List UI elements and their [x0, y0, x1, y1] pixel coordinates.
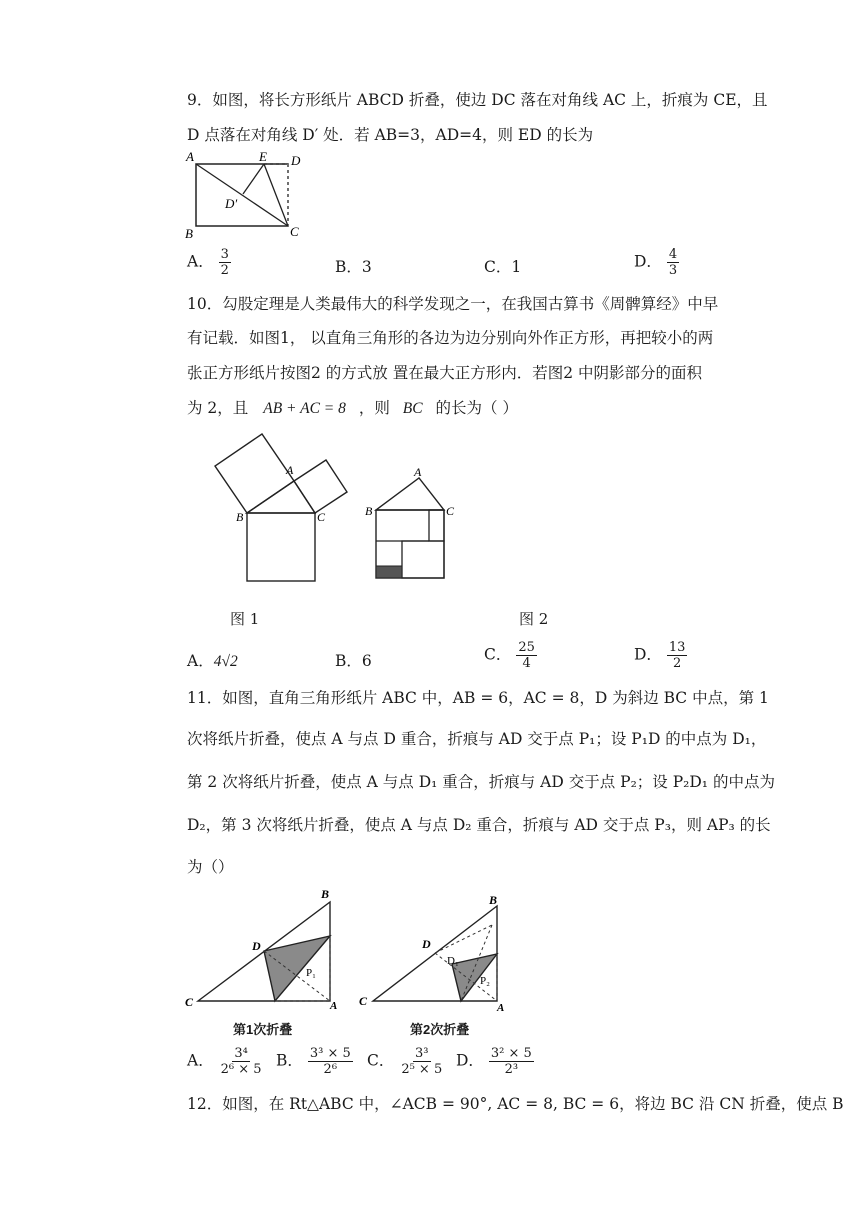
label-a: A [286, 463, 294, 477]
q11-option-b[interactable]: B． $\frac{\text{3³ × 5}}{\text{2⁶}}$ [276, 1046, 351, 1077]
q9-option-a[interactable]: A． $\frac{3}{2}$ [187, 247, 229, 278]
fraction: $\frac{4}{3}$ [668, 247, 678, 278]
large-square [247, 513, 315, 581]
q9-text-line-2: D 点落在对角线 D′ 处．若 AB=3，AD=4，则 ED 的长为 [187, 126, 594, 144]
q11-text-line-3: 第 2 次将纸片折叠，使点 A 与点 D₁ 重合，折痕与 AD 交于点 P₂；设 P₂D₁ 的中点为 [187, 773, 775, 791]
fraction: $\frac{3}{2}$ [220, 247, 229, 278]
segment-ed-prime [243, 164, 264, 194]
label-a: A [186, 149, 194, 164]
q10-text-line-2: 有记载．如图1， 以直角三角形的各边为边分别向外作正方形，再把较小的两 [187, 329, 714, 347]
q10-option-a[interactable]: A．4√2 [187, 652, 238, 670]
label-c: C [290, 224, 299, 239]
fraction: $\frac{\text{3⁴}}{\text{2⁶ × 5}}$ [220, 1046, 262, 1077]
q9-figure-rectangle-fold [180, 148, 310, 240]
q10-option-d[interactable]: D． $\frac{13}{2}$ [634, 640, 686, 671]
shaded-region [376, 566, 402, 578]
q12-text-line-1: 12．如图，在 Rt△ABC 中，∠ACB = 90°, AC = 8, BC = 6，将边 BC 沿 CN 折叠，使点 B [187, 1095, 844, 1113]
small-square-2 [429, 510, 444, 541]
q11-option-d[interactable]: D． $\frac{\text{3² × 5}}{\text{2³}}$ [456, 1046, 532, 1077]
q11-figure-1-caption: 第1次折叠 [233, 1022, 293, 1037]
small-square-1 [402, 541, 444, 578]
q10-figure-2-squares [362, 462, 462, 586]
right-triangle [376, 478, 444, 510]
label-a: A [497, 1002, 505, 1014]
q10-figure-1-squares [200, 428, 360, 588]
label-b: B [365, 504, 373, 518]
label-c: C [359, 994, 368, 1008]
label-d-prime: D′ [225, 196, 238, 211]
q9-option-d[interactable]: D． $\frac{4}{3}$ [634, 247, 678, 278]
label-c: C [317, 510, 326, 524]
q11-figure-2-caption: 第2次折叠 [410, 1022, 470, 1037]
label-d: D [291, 153, 301, 168]
label-a: A [414, 465, 422, 479]
label-a: A [330, 1000, 338, 1012]
q11-option-a[interactable]: A． $\frac{\text{3⁴}}{\text{2⁶ × 5}}$ [187, 1046, 262, 1077]
diagonal-ac [196, 164, 288, 226]
q9-text-line-1: 9．如图，将长方形纸片 ABCD 折叠，使边 DC 落在对角线 AC 上，折痕为 CE，且 [187, 91, 768, 109]
label-c: C [446, 504, 455, 518]
label-d: D [252, 939, 261, 953]
fraction: $\frac{25}{4}$ [518, 640, 535, 671]
label-b: B [185, 226, 193, 240]
q11-figure-fold-1 [180, 884, 350, 1014]
q9-option-b[interactable]: B．3 [335, 258, 372, 276]
q11-figure-fold-2 [355, 892, 525, 1014]
label-e: E [259, 149, 267, 164]
square-on-ac [294, 460, 347, 513]
q10-figure-2-caption: 图 2 [519, 610, 549, 628]
q10-text-line-3: 张正方形纸片按图2 的方式放 置在最大正方形内．若图2 中阴影部分的面积 [187, 364, 703, 382]
q11-text-line-2: 次将纸片折叠，使点 A 与点 D 重合，折痕与 AD 交于点 P₁；设 P₁D 的中点为 D₁， [187, 730, 767, 748]
label-p1: P₁ [306, 967, 316, 979]
q9-option-c[interactable]: C．1 [484, 258, 522, 276]
q10-option-c[interactable]: C． $\frac{25}{4}$ [484, 640, 535, 671]
fraction: $\frac{\text{3³ × 5}}{\text{2⁶}}$ [309, 1046, 351, 1077]
label-c: C [185, 995, 194, 1009]
label-p2: P₂ [480, 975, 490, 987]
fraction: $\frac{13}{2}$ [668, 640, 686, 671]
q11-option-c[interactable]: C． $\frac{\text{3³}}{\text{2⁵ × 5}}$ [367, 1046, 443, 1077]
equation-ab-ac: AB + AC = 8 [263, 400, 346, 417]
shaded-folded-triangle [264, 936, 330, 1001]
label-b: B [321, 887, 330, 901]
q11-text-line-1: 11．如图，直角三角形纸片 ABC 中，AB = 6，AC = 8，D 为斜边 BC 中点，第 1 [187, 689, 769, 707]
crease-ce [264, 164, 288, 226]
q10-text-line-4: 为 2，且 AB + AC = 8 ，则 BC 的长为（ ） [187, 399, 518, 417]
label-d: D [422, 937, 431, 951]
q10-figure-1-caption: 图 1 [230, 610, 260, 628]
fraction: $\frac{\text{3³}}{\text{2⁵ × 5}}$ [401, 1046, 443, 1077]
q11-text-line-4: D₂，第 3 次将纸片折叠，使点 A 与点 D₂ 重合，折痕与 AD 交于点 P₃，则 AP₃ 的长 [187, 816, 771, 834]
q11-text-line-5: 为（） [187, 858, 234, 876]
label-d1: D₁ [447, 955, 459, 967]
square-on-ab [215, 434, 294, 513]
label-b: B [489, 893, 498, 907]
q10-text-line-1: 10．勾股定理是人类最伟大的科学发现之一，在我国古算书《周髀算经》中早 [187, 295, 719, 313]
fraction: $\frac{\text{3² × 5}}{\text{2³}}$ [490, 1046, 532, 1077]
label-b: B [236, 510, 244, 524]
q10-option-b[interactable]: B．6 [335, 652, 372, 670]
